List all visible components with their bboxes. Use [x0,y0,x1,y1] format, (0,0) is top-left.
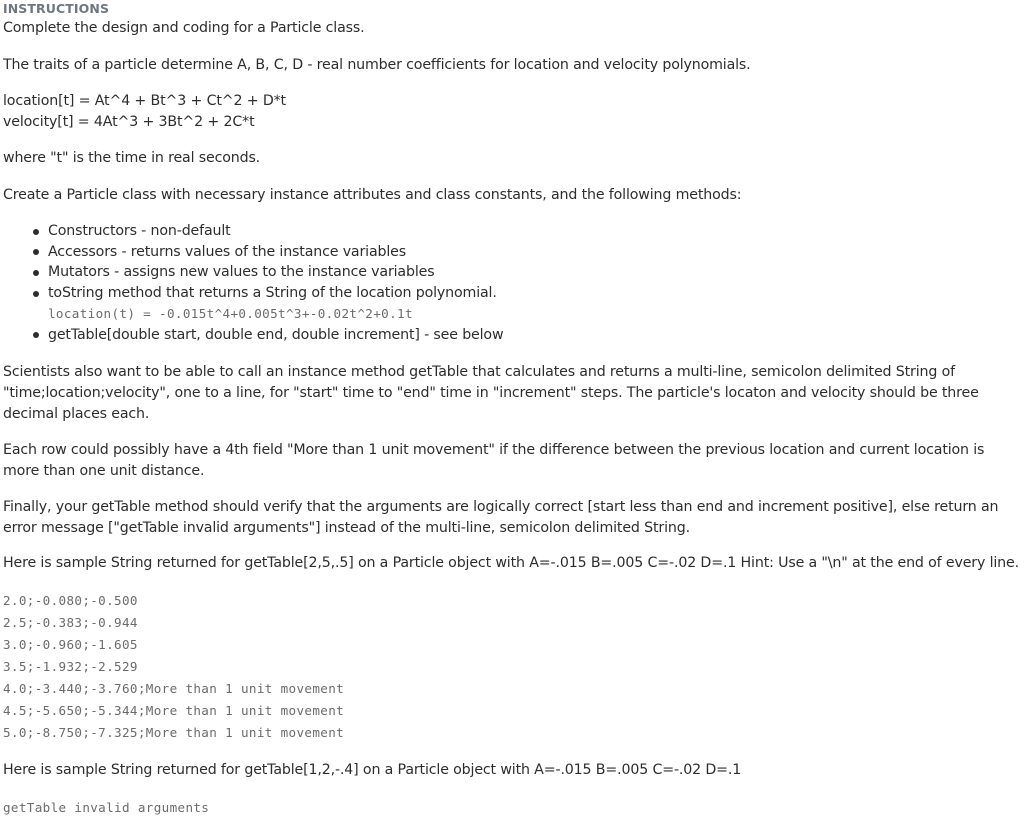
sample2-intro: Here is sample String returned for getTable[1,2,-.4] on a Particle object with A=-.015 B=.005 C=-.02 D=.1 [3,762,742,778]
validation-description: Finally, your getTable method should verify that the arguments are logically correct [start less than end and increment positive], else return an error message ["getTable invalid arguments"] instead of the multi-line, semicolon delimited String. [3,499,999,536]
list-item: Constructors - non-default [3,221,503,242]
row-field-description: Each row could possibly have a 4th field "More than 1 unit movement" if the difference between the previous location and current location is more than one unit distance. [3,442,985,479]
velocity-formula: velocity[t] = 4At^3 + 3Bt^2 + 2C*t [3,114,255,130]
sample2-output: getTable invalid arguments [3,800,210,815]
code-line: 4.5;-5.650;-5.344;More than 1 unit movement [3,703,345,718]
code-line: 2.0;-0.080;-0.500 [3,593,138,608]
code-line: 5.0;-8.750;-7.325;More than 1 unit movement [3,725,345,740]
sample1-intro: Here is sample String returned for getTable[2,5,.5] on a Particle object with A=-.015 B=.005 C=-.02 D=.1 Hint: Use a "\n" at the end of every line. [3,555,1019,571]
location-formula: location[t] = At^4 + Bt^3 + Ct^2 + D*t [3,93,286,109]
list-item: toString method that returns a String of the location polynomial. [3,283,503,304]
bullet-icon [33,291,39,297]
code-line: 3.5;-1.932;-2.529 [3,659,138,674]
bullet-icon [33,270,39,276]
create-class-paragraph: Create a Particle class with necessary instance attributes and class constants, and the following methods: [3,187,742,203]
tostring-example: location(t) = -0.015t^4+0.005t^3+-0.02t^2+0.1t [48,305,413,321]
list-item: Accessors - returns values of the instance variables [3,242,503,263]
list-item: getTable[double start, double end, double increment] - see below [3,325,503,346]
time-definition: where "t" is the time in real seconds. [3,150,261,166]
section-heading: INSTRUCTIONS [3,1,110,16]
code-line: 4.0;-3.440;-3.760;More than 1 unit movement [3,681,345,696]
bullet-icon [33,229,39,235]
gettable-description: Scientists also want to be able to call an instance method getTable that calculates and returns a multi-line, semicolon delimited String of "time;location;velocity", one to a line, for "start" time to "end" time in "increment" steps. The particle's locaton and velocity should be three decimal places each. [3,364,979,422]
list-item: Mutators - assigns new values to the instance variables [3,262,503,283]
code-line: 3.0;-0.960;-1.605 [3,637,138,652]
bullet-icon [33,332,39,338]
bullet-icon [33,249,39,255]
intro-paragraph: Complete the design and coding for a Particle class. [3,20,365,36]
traits-paragraph: The traits of a particle determine A, B, C, D - real number coefficients for location and velocity polynomials. [3,57,751,73]
code-line: 2.5;-0.383;-0.944 [3,615,138,630]
methods-list [3,221,503,345]
sample1-output [3,590,344,744]
